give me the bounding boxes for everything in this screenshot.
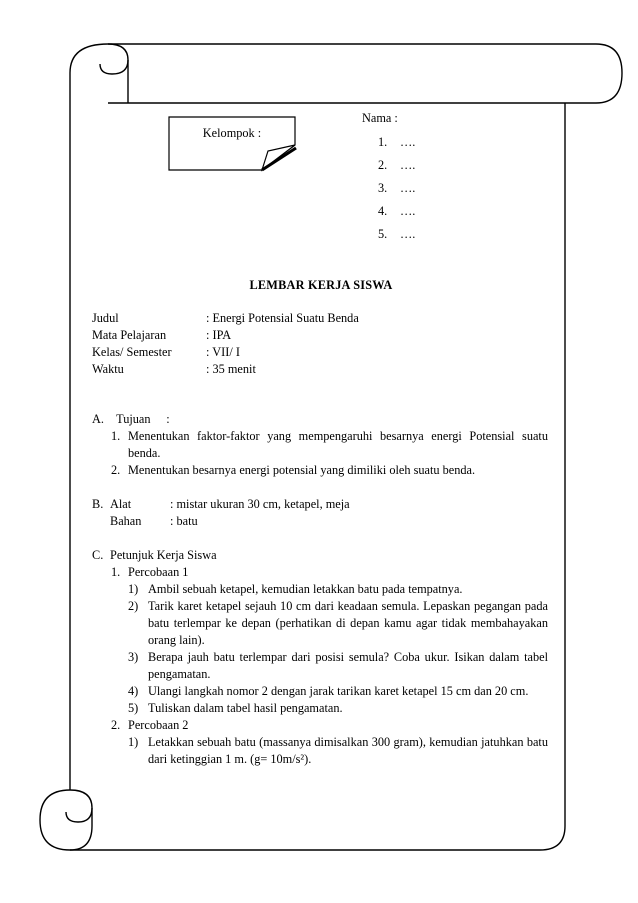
step-number: 4) xyxy=(128,684,139,698)
bahan-value: : batu xyxy=(170,514,198,528)
alat-value: : mistar ukuran 30 cm, ketapel, meja xyxy=(170,497,350,511)
nama-item-value: …. xyxy=(400,158,416,172)
list-item xyxy=(92,462,548,479)
list-item xyxy=(92,428,548,462)
step-text: Tarik karet ketapel sejauh 10 cm dari keadaan semula. Lepaskan pegangan pada batu terlempar ke depan (perhatikan di depan kamu agar tidak membahayakan orang lain). xyxy=(148,599,548,647)
section-tujuan xyxy=(92,411,548,479)
info-key: Mata Pelajaran xyxy=(92,328,167,342)
info-key: Kelas/ Semester xyxy=(92,345,172,359)
nama-item-number: 4. xyxy=(378,204,388,218)
step-number: 2) xyxy=(128,599,139,613)
page-title: LEMBAR KERJA SISWA xyxy=(249,278,393,292)
info-row-mapel xyxy=(92,327,231,344)
nama-item xyxy=(378,180,415,196)
nama-item-number: 1. xyxy=(378,135,388,149)
step-number: 5) xyxy=(128,701,139,715)
section-heading xyxy=(92,547,548,564)
step-text: Letakkan sebuah batu (massanya dimisalkan 300 gram), kemudian jatuhkan batu dari ketinggian 1 m. (g= 10m/s²). xyxy=(148,735,548,766)
bahan-row xyxy=(92,513,548,530)
nama-item-number: 3. xyxy=(378,181,388,195)
nama-label: Nama : xyxy=(362,111,398,125)
step-text: Ulangi langkah nomor 2 dengan jarak tarikan karet ketapel 15 cm dan 20 cm. xyxy=(148,684,529,698)
info-value: : Energi Potensial Suatu Benda xyxy=(206,311,359,325)
section-label: Petunjuk Kerja Siswa xyxy=(110,548,217,562)
alat-row xyxy=(92,496,548,513)
section-label: Tujuan xyxy=(116,412,151,426)
step-number: 1) xyxy=(128,735,139,749)
step-text: Tuliskan dalam tabel hasil pengamatan. xyxy=(148,701,343,715)
step-item xyxy=(92,700,548,717)
percobaan-heading xyxy=(92,717,548,734)
list-text: Menentukan besarnya energi potensial yang dimiliki oleh suatu benda. xyxy=(128,463,476,477)
percobaan-label: Percobaan 2 xyxy=(128,718,189,732)
section-marker: B. xyxy=(92,497,104,511)
info-row-judul xyxy=(92,310,359,327)
section-marker: A. xyxy=(92,412,104,426)
bahan-label: Bahan xyxy=(110,514,142,528)
nama-item xyxy=(378,226,415,242)
step-item xyxy=(92,683,548,700)
list-number: 1. xyxy=(111,429,121,443)
step-number: 1) xyxy=(128,582,139,596)
nama-item-value: …. xyxy=(400,204,416,218)
info-row-kelas xyxy=(92,344,240,361)
info-row-waktu xyxy=(92,361,256,378)
step-item xyxy=(92,649,548,683)
step-text: Berapa jauh batu terlempar dari posisi semula? Coba ukur. Isikan dalam tabel pengamatan. xyxy=(148,650,548,681)
nama-item xyxy=(378,134,415,150)
nama-item xyxy=(378,157,415,173)
info-value: : VII/ I xyxy=(206,345,240,359)
info-value: : 35 menit xyxy=(206,362,256,376)
step-item xyxy=(92,581,548,598)
nama-item-value: …. xyxy=(400,181,416,195)
section-marker: C. xyxy=(92,548,104,562)
nama-item-value: …. xyxy=(400,227,416,241)
info-value: : IPA xyxy=(206,328,232,342)
section-petunjuk xyxy=(92,547,548,768)
step-number: 3) xyxy=(128,650,139,664)
nama-item xyxy=(378,203,415,219)
section-colon: : xyxy=(166,412,170,426)
nama-item-value: …. xyxy=(400,135,416,149)
list-number: 2. xyxy=(111,463,121,477)
list-number: 1. xyxy=(111,565,121,579)
step-text: Ambil sebuah ketapel, kemudian letakkan batu pada tempatnya. xyxy=(148,582,463,596)
info-key: Judul xyxy=(92,311,119,325)
nama-item-number: 5. xyxy=(378,227,388,241)
alat-label: Alat xyxy=(110,497,132,511)
list-text: Menentukan faktor-faktor yang mempengaruhi besarnya energi Potensial suatu benda. xyxy=(128,429,548,460)
kelompok-label: Kelompok : xyxy=(202,126,262,140)
step-item xyxy=(92,734,548,768)
list-number: 2. xyxy=(111,718,121,732)
nama-item-number: 2. xyxy=(378,158,388,172)
step-item xyxy=(92,598,548,649)
section-alat-bahan xyxy=(92,496,548,530)
percobaan-heading xyxy=(92,564,548,581)
percobaan-label: Percobaan 1 xyxy=(128,565,189,579)
section-heading xyxy=(92,411,548,428)
info-key: Waktu xyxy=(92,362,124,376)
